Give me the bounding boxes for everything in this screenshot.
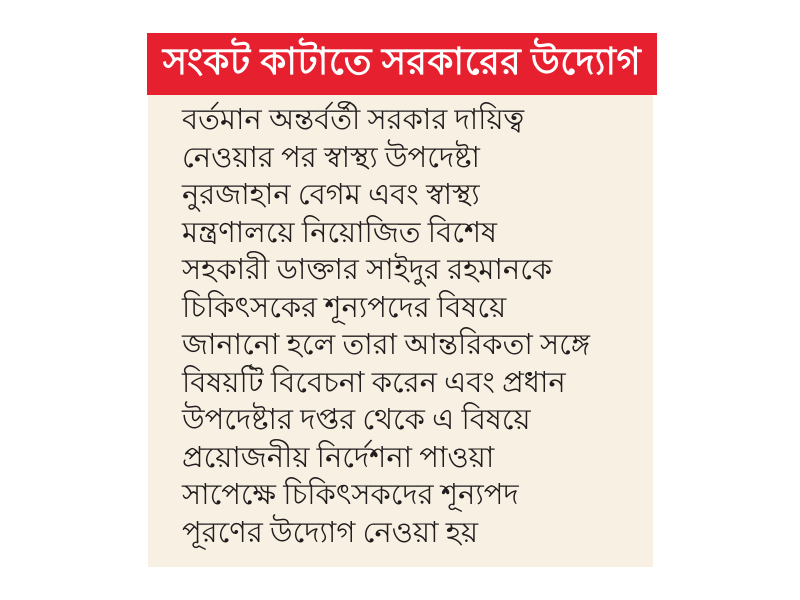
body-text-line: বর্তমান অন্তর্বর্তী সরকার দায়িত্ব xyxy=(182,104,525,136)
headline-title: সংকট কাটাতে সরকারের উদ্যোগ xyxy=(162,41,642,83)
body-text-line: নুরজাহান বেগম এবং স্বাস্থ্য xyxy=(182,179,480,211)
headline-banner xyxy=(147,33,657,95)
body-text-line: চিকিৎসকের শূন্যপদের বিষয়ে xyxy=(182,291,507,324)
body-text-line: বিষয়টি বিবেচনা করেন এবং প্রধান xyxy=(182,366,566,399)
body-text-line: সাপেক্ষে চিকিৎসকদের শূন্যপদ xyxy=(182,479,519,511)
body-text-line: সহকারী ডাক্তার সাইদুর রহমানকে xyxy=(182,254,553,286)
body-text-line: প্রয়োজনীয় নির্দেশনা পাওয়া xyxy=(182,441,495,474)
body-text-line: জানানো হলে তারা আন্তরিকতা সঙ্গে xyxy=(182,329,591,361)
body-text-line: মন্ত্রণালয়ে নিয়োজিত বিশেষ xyxy=(182,216,498,249)
body-text-line: উপদেষ্টার দপ্তর থেকে এ বিষয়ে xyxy=(182,404,531,436)
body-text-panel xyxy=(148,95,653,567)
body-text-line: পূরণের উদ্যোগ নেওয়া হয় xyxy=(182,516,479,549)
body-text-line: নেওয়ার পর স্বাস্থ্য উপদেষ্টা xyxy=(182,141,480,174)
